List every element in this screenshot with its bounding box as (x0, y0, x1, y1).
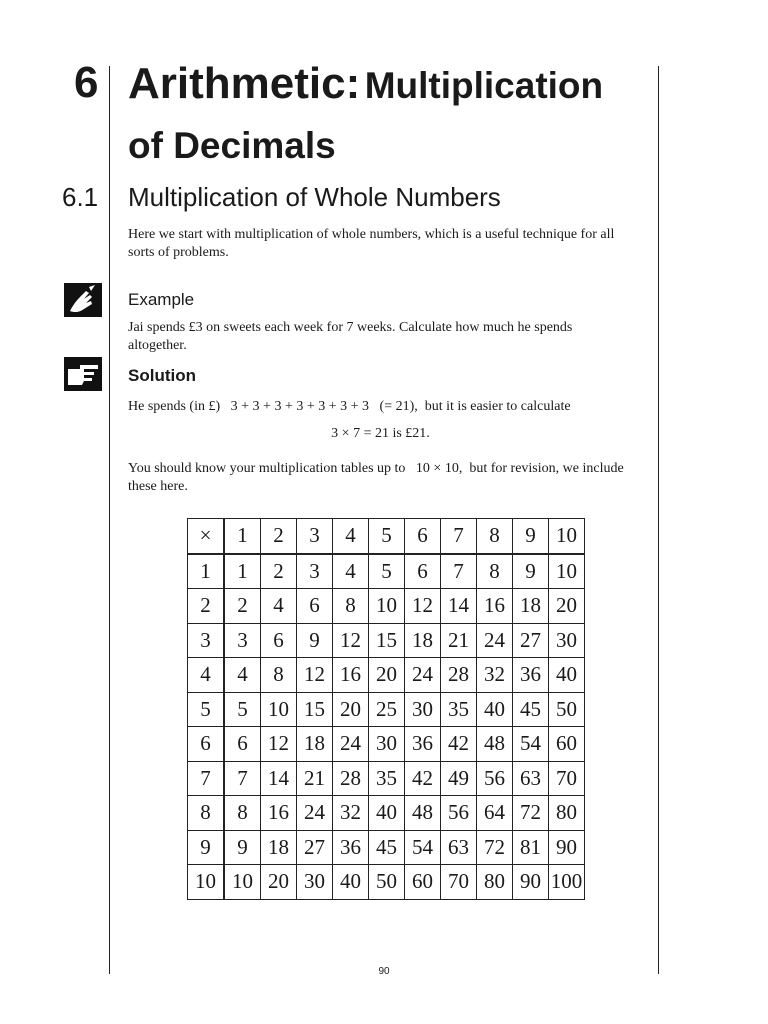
tables-note (128, 460, 633, 496)
table-row (188, 761, 585, 796)
table-cell: 24 (333, 727, 369, 762)
table-row-header-cell: 10 (188, 865, 225, 900)
solution-line2: 3 × 7 = 21 is £21. (331, 426, 430, 441)
multiplication-table (187, 518, 585, 900)
table-cell: 6 (405, 554, 441, 589)
pointing-hand-icon (64, 357, 102, 391)
right-margin-rule (658, 66, 659, 974)
table-cell: 64 (477, 796, 513, 831)
table-cell: 56 (477, 761, 513, 796)
table-cell: 49 (441, 761, 477, 796)
table-cell: 70 (549, 761, 585, 796)
table-cell: 24 (405, 658, 441, 693)
table-cell: 10 (261, 692, 297, 727)
section-number: 6.1 (62, 182, 99, 212)
table-cell: 20 (549, 589, 585, 624)
table-cell: 12 (405, 589, 441, 624)
solution-paren: (= 21), (379, 399, 418, 414)
table-cell: 10 (369, 589, 405, 624)
table-cell: 80 (477, 865, 513, 900)
table-cell: 24 (477, 623, 513, 658)
table-cell: 36 (513, 658, 549, 693)
table-cell: 15 (297, 692, 333, 727)
table-cell: 5 (369, 554, 405, 589)
table-cell: 7 (224, 761, 261, 796)
table-cell: 40 (549, 658, 585, 693)
table-row-header-cell: 3 (188, 623, 225, 658)
table-cell: 45 (369, 830, 405, 865)
table-corner-cell: × (188, 519, 225, 554)
table-header-cell: 3 (297, 519, 333, 554)
table-cell: 2 (224, 589, 261, 624)
table-row (188, 658, 585, 693)
table-header-cell: 8 (477, 519, 513, 554)
chapter-title-part1: Arithmetic: (128, 59, 361, 108)
table-header-cell: 10 (549, 519, 585, 554)
section-title: Multiplication of Whole Numbers (128, 182, 501, 212)
table-header-cell: 9 (513, 519, 549, 554)
table-cell: 70 (441, 865, 477, 900)
solution-suffix: but it is easier to calculate (424, 399, 571, 414)
table-cell: 28 (333, 761, 369, 796)
table-row-header-cell: 8 (188, 796, 225, 831)
table-header-cell: 7 (441, 519, 477, 554)
table-cell: 27 (297, 830, 333, 865)
table-cell: 100 (549, 865, 585, 900)
table-cell: 80 (549, 796, 585, 831)
table-cell: 36 (333, 830, 369, 865)
table-cell: 12 (261, 727, 297, 762)
solution-line1 (128, 398, 633, 416)
table-cell: 8 (333, 589, 369, 624)
page-number: 90 (378, 966, 390, 977)
example-text: Jai spends £3 on sweets each week for 7 weeks. Calculate how much he spends altogether. (128, 320, 573, 353)
table-row (188, 727, 585, 762)
left-margin-rule (109, 66, 110, 974)
table-cell: 30 (297, 865, 333, 900)
table-cell: 54 (405, 830, 441, 865)
table-cell: 90 (549, 830, 585, 865)
table-cell: 63 (441, 830, 477, 865)
table-cell: 60 (405, 865, 441, 900)
table-cell: 16 (333, 658, 369, 693)
table-cell: 35 (441, 692, 477, 727)
table-cell: 4 (333, 554, 369, 589)
table-cell: 48 (405, 796, 441, 831)
table-cell: 14 (441, 589, 477, 624)
table-row (188, 692, 585, 727)
table-cell: 10 (549, 554, 585, 589)
table-cell: 40 (369, 796, 405, 831)
table-row (188, 796, 585, 831)
table-header-cell: 1 (224, 519, 261, 554)
tables-note-expr: 10 × 10, (415, 461, 463, 476)
table-cell: 45 (513, 692, 549, 727)
table-cell: 16 (477, 589, 513, 624)
table-cell: 50 (369, 865, 405, 900)
table-cell: 8 (224, 796, 261, 831)
table-cell: 54 (513, 727, 549, 762)
table-row-header-cell: 2 (188, 589, 225, 624)
table-cell: 6 (261, 623, 297, 658)
table-cell: 21 (441, 623, 477, 658)
table-row-header-cell: 9 (188, 830, 225, 865)
example-heading: Example (128, 290, 195, 309)
table-cell: 12 (297, 658, 333, 693)
intro-paragraph: Here we start with multiplication of whole numbers, which is a useful technique for all sorts of problems. (128, 227, 615, 260)
table-cell: 9 (224, 830, 261, 865)
table-row (188, 554, 585, 589)
table-cell: 18 (261, 830, 297, 865)
solution-prefix: He spends (in £) (128, 399, 221, 414)
table-cell: 42 (405, 761, 441, 796)
solution-expression: 3 + 3 + 3 + 3 + 3 + 3 + 3 (230, 399, 370, 414)
table-cell: 2 (261, 554, 297, 589)
table-cell: 60 (549, 727, 585, 762)
tables-note-suffix: but for revision, we include these here. (128, 461, 624, 494)
table-cell: 6 (297, 589, 333, 624)
table-cell: 48 (477, 727, 513, 762)
chapter-title (128, 58, 648, 180)
table-cell: 32 (477, 658, 513, 693)
table-cell: 27 (513, 623, 549, 658)
table-cell: 28 (441, 658, 477, 693)
table-cell: 16 (261, 796, 297, 831)
table-cell: 50 (549, 692, 585, 727)
table-cell: 14 (261, 761, 297, 796)
table-cell: 36 (405, 727, 441, 762)
table-header-cell: 2 (261, 519, 297, 554)
table-cell: 4 (224, 658, 261, 693)
table-cell: 56 (441, 796, 477, 831)
table-row (188, 589, 585, 624)
table-cell: 81 (513, 830, 549, 865)
table-header-row (188, 519, 585, 554)
chapter-number: 6 (74, 58, 99, 107)
table-cell: 1 (224, 554, 261, 589)
table-cell: 63 (513, 761, 549, 796)
table-cell: 21 (297, 761, 333, 796)
table-cell: 32 (333, 796, 369, 831)
table-cell: 72 (477, 830, 513, 865)
table-cell: 25 (369, 692, 405, 727)
table-row-header-cell: 6 (188, 727, 225, 762)
table-cell: 24 (297, 796, 333, 831)
table-cell: 7 (441, 554, 477, 589)
table-row-header-cell: 7 (188, 761, 225, 796)
table-cell: 20 (333, 692, 369, 727)
table-cell: 40 (477, 692, 513, 727)
table-cell: 18 (297, 727, 333, 762)
table-cell: 20 (369, 658, 405, 693)
table-cell: 90 (513, 865, 549, 900)
table-cell: 35 (369, 761, 405, 796)
table-row-header-cell: 5 (188, 692, 225, 727)
table-cell: 15 (369, 623, 405, 658)
table-row (188, 830, 585, 865)
table-cell: 5 (224, 692, 261, 727)
table-cell: 18 (513, 589, 549, 624)
table-cell: 30 (549, 623, 585, 658)
table-cell: 3 (224, 623, 261, 658)
table-cell: 10 (224, 865, 261, 900)
table-header-cell: 4 (333, 519, 369, 554)
table-header-cell: 5 (369, 519, 405, 554)
table-cell: 30 (405, 692, 441, 727)
table-cell: 3 (297, 554, 333, 589)
tables-note-prefix: You should know your multiplication tables up to (128, 461, 406, 476)
chapter-title-part3: of Decimals (128, 125, 336, 166)
table-cell: 8 (261, 658, 297, 693)
table-cell: 12 (333, 623, 369, 658)
table-cell: 9 (513, 554, 549, 589)
table-cell: 6 (224, 727, 261, 762)
table-header-cell: 6 (405, 519, 441, 554)
table-cell: 42 (441, 727, 477, 762)
table-cell: 8 (477, 554, 513, 589)
table-cell: 30 (369, 727, 405, 762)
table-cell: 4 (261, 589, 297, 624)
table-cell: 9 (297, 623, 333, 658)
table-row (188, 623, 585, 658)
table-row (188, 865, 585, 900)
table-cell: 20 (261, 865, 297, 900)
table-cell: 72 (513, 796, 549, 831)
table-cell: 40 (333, 865, 369, 900)
chapter-title-part2: Multiplication (364, 65, 604, 106)
hand-pencil-icon (64, 283, 102, 317)
solution-heading: Solution (128, 366, 196, 385)
table-cell: 18 (405, 623, 441, 658)
table-row-header-cell: 1 (188, 554, 225, 589)
table-row-header-cell: 4 (188, 658, 225, 693)
